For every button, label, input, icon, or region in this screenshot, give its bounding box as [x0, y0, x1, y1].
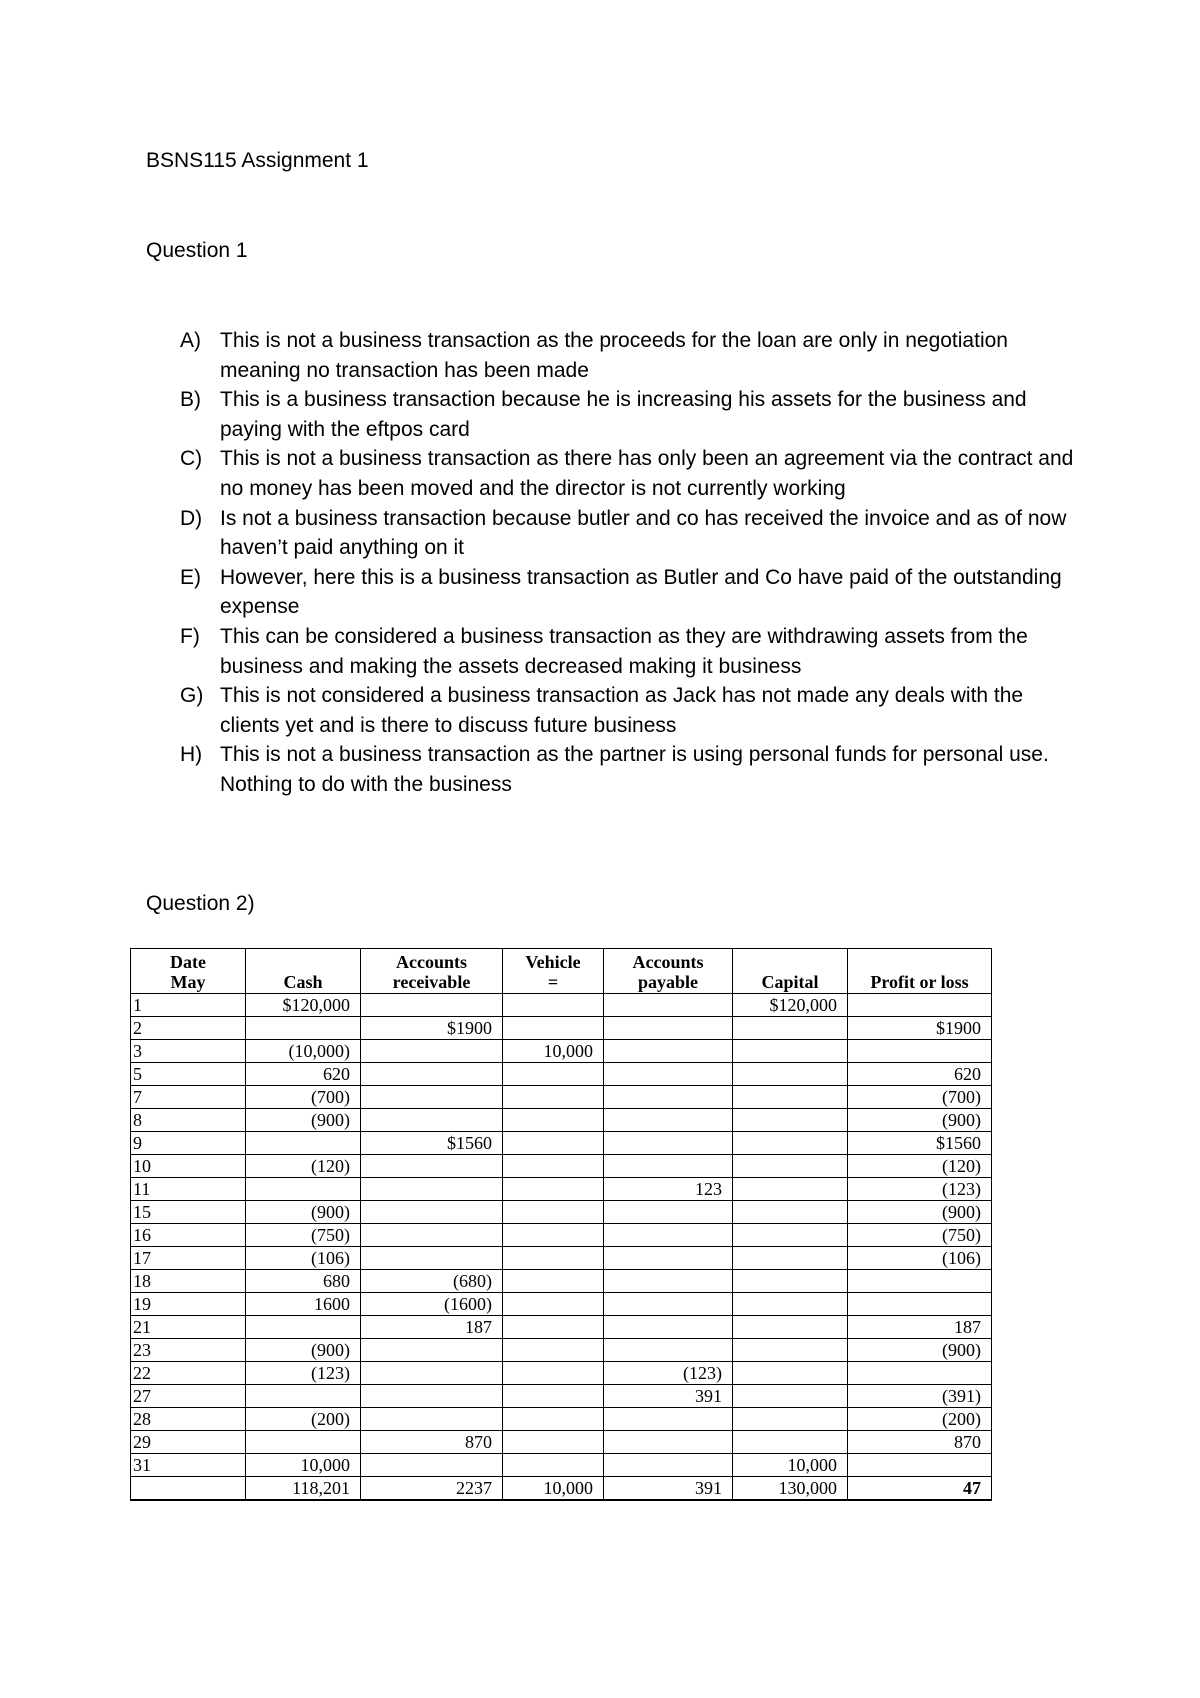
- header-line: Accounts: [632, 952, 704, 972]
- column-header-date: [131, 949, 246, 994]
- total-capital: 130,000: [733, 1477, 848, 1501]
- cell-profit-or-loss: (900): [848, 1201, 992, 1224]
- cell-cash: 1600: [246, 1293, 361, 1316]
- cell-vehicle: [503, 1385, 604, 1408]
- header-line: Capital: [761, 972, 819, 992]
- cell-cash: (750): [246, 1224, 361, 1247]
- cell-date: 31: [131, 1454, 246, 1477]
- answer-item: [180, 740, 1080, 799]
- total-date: [131, 1477, 246, 1501]
- cell-cash: 620: [246, 1063, 361, 1086]
- cell-capital: [733, 1109, 848, 1132]
- cell-capital: [733, 1408, 848, 1431]
- cell-date: 17: [131, 1247, 246, 1270]
- cell-accounts-payable: [604, 1270, 733, 1293]
- answer-letter: A): [180, 329, 201, 352]
- cell-capital: [733, 1224, 848, 1247]
- header-line: Cash: [283, 972, 323, 992]
- cell-accounts-payable: [604, 1063, 733, 1086]
- column-header-capital: [733, 949, 848, 994]
- answer-item: [180, 681, 1080, 740]
- cell-accounts-receivable: [361, 1408, 503, 1431]
- cell-accounts-receivable: [361, 1155, 503, 1178]
- answer-letter: H): [180, 743, 203, 767]
- cell-vehicle: [503, 1178, 604, 1201]
- answer-letter: C): [180, 447, 203, 471]
- cell-accounts-receivable: [361, 1339, 503, 1362]
- cell-vehicle: [503, 1270, 604, 1293]
- cell-accounts-payable: [604, 994, 733, 1017]
- cell-capital: [733, 1316, 848, 1339]
- cell-profit-or-loss: $1560: [848, 1132, 992, 1155]
- answer-item: [180, 622, 1080, 681]
- table-row: [131, 1224, 992, 1247]
- table-row: [131, 1132, 992, 1155]
- column-header-vehicle: [503, 949, 604, 994]
- header-line: Date: [170, 952, 206, 972]
- cell-capital: [733, 1339, 848, 1362]
- cell-cash: (106): [246, 1247, 361, 1270]
- cell-capital: [733, 1201, 848, 1224]
- cell-accounts-receivable: [361, 1247, 503, 1270]
- cell-accounts-receivable: 870: [361, 1431, 503, 1454]
- cell-cash: [246, 1431, 361, 1454]
- table-body: [131, 994, 992, 1501]
- cell-date: 21: [131, 1316, 246, 1339]
- cell-vehicle: 10,000: [503, 1040, 604, 1063]
- answer-text: This is not a business transaction as the partner is using personal funds for personal use. Nothing to do with the business: [220, 743, 1049, 796]
- header-line: Profit or loss: [870, 972, 969, 992]
- cell-vehicle: [503, 1201, 604, 1224]
- cell-accounts-payable: [604, 1247, 733, 1270]
- cell-cash: (900): [246, 1339, 361, 1362]
- table-row: [131, 1201, 992, 1224]
- cell-accounts-payable: [604, 1431, 733, 1454]
- answer-item: [180, 385, 1080, 444]
- cell-capital: [733, 1086, 848, 1109]
- cell-date: 27: [131, 1385, 246, 1408]
- cell-date: 2: [131, 1017, 246, 1040]
- cell-date: 5: [131, 1063, 246, 1086]
- cell-date: 7: [131, 1086, 246, 1109]
- table-row: [131, 1040, 992, 1063]
- question-2-heading: Question 2): [146, 892, 255, 915]
- cell-cash: [246, 1178, 361, 1201]
- cell-date: 15: [131, 1201, 246, 1224]
- cell-cash: 680: [246, 1270, 361, 1293]
- cell-accounts-payable: [604, 1132, 733, 1155]
- answer-item: [180, 563, 1080, 622]
- answer-letter: E): [180, 565, 201, 589]
- cell-date: 3: [131, 1040, 246, 1063]
- table-row: [131, 1063, 992, 1086]
- header-line: May: [170, 972, 206, 992]
- cell-capital: 10,000: [733, 1454, 848, 1477]
- answer-text: This is not a business transaction as there has only been an agreement via the contract and no money has been moved and the director is not currently working: [220, 447, 1074, 500]
- cell-capital: $120,000: [733, 994, 848, 1017]
- cell-accounts-receivable: [361, 1385, 503, 1408]
- table-row: [131, 1431, 992, 1454]
- cell-vehicle: [503, 1454, 604, 1477]
- total-accounts-receivable: 2237: [361, 1477, 503, 1501]
- table-row: [131, 1178, 992, 1201]
- cell-capital: [733, 1040, 848, 1063]
- question-1-heading: Question 1: [146, 239, 248, 262]
- answer-item: [180, 444, 1080, 503]
- cell-vehicle: [503, 1109, 604, 1132]
- column-header-cash: [246, 949, 361, 994]
- cell-profit-or-loss: (120): [848, 1155, 992, 1178]
- answer-text: This is not a business transaction as the proceeds for the loan are only in negotiation meaning no transaction has been made: [220, 329, 1008, 382]
- cell-capital: [733, 1247, 848, 1270]
- cell-date: 16: [131, 1224, 246, 1247]
- cell-accounts-receivable: $1560: [361, 1132, 503, 1155]
- accounting-equation-table: [130, 948, 992, 1501]
- column-header-profit-or-loss: [848, 949, 992, 994]
- cell-accounts-receivable: [361, 1454, 503, 1477]
- cell-vehicle: [503, 1017, 604, 1040]
- cell-date: 11: [131, 1178, 246, 1201]
- cell-capital: [733, 1132, 848, 1155]
- cell-capital: [733, 1178, 848, 1201]
- header-line: Accounts: [396, 952, 467, 972]
- cell-capital: [733, 1362, 848, 1385]
- cell-profit-or-loss: (900): [848, 1109, 992, 1132]
- cell-vehicle: [503, 1408, 604, 1431]
- cell-cash: (120): [246, 1155, 361, 1178]
- cell-accounts-payable: [604, 1316, 733, 1339]
- table-row: [131, 1339, 992, 1362]
- cell-accounts-payable: [604, 1224, 733, 1247]
- table-row: [131, 1293, 992, 1316]
- cell-capital: [733, 1063, 848, 1086]
- cell-profit-or-loss: (700): [848, 1086, 992, 1109]
- cell-profit-or-loss: [848, 1270, 992, 1293]
- cell-vehicle: [503, 1063, 604, 1086]
- table-row: [131, 1385, 992, 1408]
- cell-accounts-receivable: [361, 1109, 503, 1132]
- answer-letter: G): [180, 684, 204, 708]
- cell-accounts-payable: [604, 1086, 733, 1109]
- cell-vehicle: [503, 1247, 604, 1270]
- cell-cash: 10,000: [246, 1454, 361, 1477]
- cell-vehicle: [503, 1086, 604, 1109]
- total-accounts-payable: 391: [604, 1477, 733, 1501]
- cell-date: 10: [131, 1155, 246, 1178]
- cell-vehicle: [503, 1316, 604, 1339]
- cell-profit-or-loss: (106): [848, 1247, 992, 1270]
- cell-date: 22: [131, 1362, 246, 1385]
- header-line: payable: [637, 972, 698, 992]
- cell-profit-or-loss: [848, 1454, 992, 1477]
- cell-date: 18: [131, 1270, 246, 1293]
- table-row: [131, 1155, 992, 1178]
- table-row: [131, 1247, 992, 1270]
- cell-date: 8: [131, 1109, 246, 1132]
- cell-profit-or-loss: 187: [848, 1316, 992, 1339]
- cell-vehicle: [503, 994, 604, 1017]
- cell-vehicle: [503, 1293, 604, 1316]
- cell-cash: (900): [246, 1201, 361, 1224]
- cell-cash: [246, 1132, 361, 1155]
- column-header-accounts-receivable: [361, 949, 503, 994]
- cell-vehicle: [503, 1224, 604, 1247]
- total-profit-or-loss: 47: [848, 1477, 992, 1501]
- cell-vehicle: [503, 1155, 604, 1178]
- totals-row: [131, 1477, 992, 1501]
- cell-date: 29: [131, 1431, 246, 1454]
- cell-cash: (700): [246, 1086, 361, 1109]
- column-header-accounts-payable: [604, 949, 733, 994]
- cell-accounts-receivable: [361, 994, 503, 1017]
- cell-accounts-receivable: [361, 1362, 503, 1385]
- cell-profit-or-loss: (123): [848, 1178, 992, 1201]
- total-cash: 118,201: [246, 1477, 361, 1501]
- cell-cash: $120,000: [246, 994, 361, 1017]
- cell-date: 19: [131, 1293, 246, 1316]
- cell-capital: [733, 1431, 848, 1454]
- answer-item: [180, 504, 1080, 563]
- cell-cash: (10,000): [246, 1040, 361, 1063]
- cell-profit-or-loss: [848, 994, 992, 1017]
- cell-capital: [733, 1293, 848, 1316]
- cell-capital: [733, 1385, 848, 1408]
- answer-text: This is a business transaction because he is increasing his assets for the business and paying with the eftpos card: [220, 388, 1027, 441]
- cell-date: 1: [131, 994, 246, 1017]
- cell-accounts-payable: [604, 1155, 733, 1178]
- table-row: [131, 1362, 992, 1385]
- cell-accounts-payable: [604, 1017, 733, 1040]
- cell-accounts-receivable: [361, 1040, 503, 1063]
- cell-profit-or-loss: 620: [848, 1063, 992, 1086]
- table-header-row: [131, 949, 992, 994]
- cell-profit-or-loss: $1900: [848, 1017, 992, 1040]
- table-row: [131, 994, 992, 1017]
- cell-vehicle: [503, 1431, 604, 1454]
- cell-accounts-payable: [604, 1040, 733, 1063]
- cell-accounts-receivable: [361, 1224, 503, 1247]
- answer-letter: D): [180, 506, 203, 530]
- answer-item: [180, 326, 1080, 385]
- cell-vehicle: [503, 1362, 604, 1385]
- answer-letter: F): [180, 624, 200, 648]
- question-1-answer-list: [180, 326, 1080, 800]
- cell-accounts-receivable: (1600): [361, 1293, 503, 1316]
- table-row: [131, 1017, 992, 1040]
- header-line: =: [547, 972, 559, 992]
- cell-accounts-payable: (123): [604, 1362, 733, 1385]
- cell-cash: (123): [246, 1362, 361, 1385]
- cell-profit-or-loss: [848, 1362, 992, 1385]
- table-row: [131, 1454, 992, 1477]
- answer-letter: B): [180, 388, 201, 412]
- cell-profit-or-loss: (391): [848, 1385, 992, 1408]
- cell-accounts-payable: [604, 1109, 733, 1132]
- cell-accounts-payable: [604, 1339, 733, 1362]
- header-line: receivable: [392, 972, 471, 992]
- answer-text: This is not considered a business transaction as Jack has not made any deals with the clients yet and is there to discuss future business: [220, 684, 1024, 737]
- table-row: [131, 1316, 992, 1339]
- cell-capital: [733, 1270, 848, 1293]
- cell-accounts-payable: 123: [604, 1178, 733, 1201]
- cell-capital: [733, 1155, 848, 1178]
- answer-text: This can be considered a business transaction as they are withdrawing assets from the business and making the assets decreased making it business: [220, 624, 1028, 678]
- cell-accounts-payable: [604, 1293, 733, 1316]
- cell-accounts-receivable: [361, 1086, 503, 1109]
- cell-accounts-receivable: [361, 1201, 503, 1224]
- table-row: [131, 1086, 992, 1109]
- cell-date: 28: [131, 1408, 246, 1431]
- cell-accounts-receivable: [361, 1178, 503, 1201]
- cell-capital: [733, 1017, 848, 1040]
- cell-date: 9: [131, 1132, 246, 1155]
- table-row: [131, 1109, 992, 1132]
- document-title: BSNS115 Assignment 1: [146, 149, 369, 172]
- cell-profit-or-loss: [848, 1040, 992, 1063]
- cell-vehicle: [503, 1339, 604, 1362]
- table-row: [131, 1270, 992, 1293]
- cell-vehicle: [503, 1132, 604, 1155]
- cell-accounts-receivable: $1900: [361, 1017, 503, 1040]
- cell-cash: [246, 1385, 361, 1408]
- answer-text: Is not a business transaction because butler and co has received the invoice and as of now haven’t paid anything on it: [220, 506, 1067, 560]
- cell-accounts-payable: [604, 1201, 733, 1224]
- cell-profit-or-loss: (750): [848, 1224, 992, 1247]
- cell-profit-or-loss: (900): [848, 1339, 992, 1362]
- cell-cash: (900): [246, 1109, 361, 1132]
- cell-accounts-receivable: (680): [361, 1270, 503, 1293]
- cell-date: 23: [131, 1339, 246, 1362]
- cell-profit-or-loss: [848, 1293, 992, 1316]
- cell-accounts-payable: [604, 1408, 733, 1431]
- cell-cash: [246, 1017, 361, 1040]
- answer-text: However, here this is a business transaction as Butler and Co have paid of the outstanding expense: [220, 565, 1062, 619]
- cell-cash: (200): [246, 1408, 361, 1431]
- total-vehicle: 10,000: [503, 1477, 604, 1501]
- cell-profit-or-loss: 870: [848, 1431, 992, 1454]
- cell-accounts-receivable: 187: [361, 1316, 503, 1339]
- cell-accounts-payable: 391: [604, 1385, 733, 1408]
- table-row: [131, 1408, 992, 1431]
- cell-cash: [246, 1316, 361, 1339]
- cell-profit-or-loss: (200): [848, 1408, 992, 1431]
- header-line: Vehicle: [525, 952, 581, 972]
- cell-accounts-payable: [604, 1454, 733, 1477]
- cell-accounts-receivable: [361, 1063, 503, 1086]
